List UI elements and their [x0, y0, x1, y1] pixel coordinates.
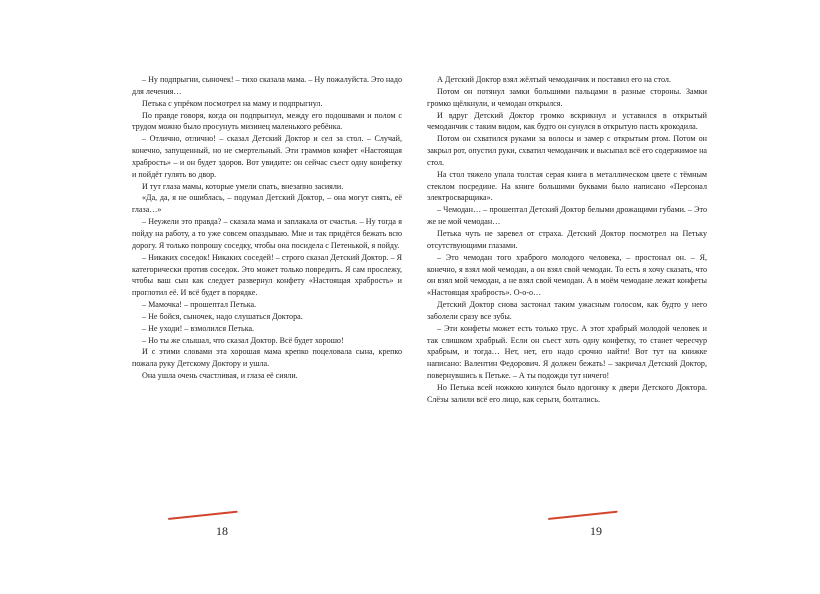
paragraph: – Но ты же слышал, что сказал Доктор. Всё будет хорошо! — [142, 335, 344, 345]
decorative-stroke — [548, 511, 618, 520]
paragraph: – Чемодан… – прошептал Детский Доктор белыми дрожащими губами. – Это же не мой чемодан… — [427, 205, 707, 227]
paragraph: Петька с упрёком посмотрел на маму и подпрыгнул. — [142, 98, 323, 108]
paragraph: Но Петька всей ножкою кинулся было вдогонку к двери Детского Доктора. Слёзы залили всё его лицо, как серьги, болтались. — [427, 382, 707, 404]
paragraph: Она ушла очень счастливая, и глаза её сияли. — [142, 371, 298, 381]
right-page — [427, 74, 707, 406]
paragraph: Потом он потянул замки большими пальцами в разные стороны. Замки громко щёлкнули, и чемодан открылся. — [427, 86, 707, 108]
paragraph: Петька чуть не заревел от страха. Детский Доктор посмотрел на Петьку отсутствующими глазами. — [427, 228, 707, 250]
paragraph: И тут глаза мамы, которые умели спать, внезапно засияли. — [142, 181, 344, 191]
paragraph: – Неужели это правда? – сказала мама и заплакала от счастья. – Ну тогда я пойду на работу, а то уже совсем опаздываю. Мне и так придётся бежать всю дорогу. Я только попрошу соседку, чтобы она посидела с Петенькой, я пойду. — [132, 217, 402, 250]
paragraph: – Никаких соседок! Никаких соседей! – строго сказал Детский Доктор. – Я категорически против соседок. Это может только повредить. Я сам прослежу, чтобы ваш сын как следует развернул конфету «Настоящая храбрость» и проглотил её. И всё будет в порядке. — [132, 252, 402, 298]
paragraph: – Ну подпрыгни, сыночек! – тихо сказала мама. – Ну пожалуйста. Это надо для лечения… — [132, 75, 402, 96]
paragraph: – Отлично, отлично! – сказал Детский Доктор и сел за стол. – Случай, конечно, запущенный, но не смертельный. Эти граммов конфет «Настоящая храбрость» – и он будет здоров. Вот увидите: он сейчас съест одну конфетку и пойдёт гулять во двор. — [132, 134, 402, 179]
paragraph: И вдруг Детский Доктор громко вскрикнул и уставился в открытый чемоданчик с таким видом, как будто он сунулся в открытую пасть крокодила. — [427, 110, 707, 132]
paragraph: «Да, да, я не ошиблась, – подумал Детский Доктор, – она могут сиять, её глаза…» — [132, 193, 402, 215]
page-number: 19 — [590, 524, 602, 538]
left-page-footer — [168, 512, 248, 542]
paragraph: А Детский Доктор взял жёлтый чемоданчик и поставил его на стол. — [437, 75, 671, 84]
paragraph: На стол тяжело упала толстая серая книга в металлическом цвете с тёмным стеклом посредине. На книге большими буквами было написано «Персонал электросварщика». — [427, 169, 707, 203]
paragraph: Потом он схватился руками за волосы и замер с открытым ртом. Потом он закрыл рот, опустил руки, схватил чемоданчик и высыпал всё его содержимое на стол. — [427, 134, 707, 167]
paragraph: И с этими словами эта хорошая мама крепко поцеловала сына, крепко пожала руку Детскому Доктору и ушла. — [132, 347, 402, 369]
left-page — [132, 74, 402, 382]
decorative-stroke — [168, 511, 238, 520]
paragraph: – Мамочка! – прошептал Петька. — [142, 300, 257, 310]
paragraph: – Это чемодан того храброго молодого человека, – простонал он. – Я, конечно, я взял мой чемодан, а он взял свой чемодан. То есть я хочу сказать, что он взял мой чемодан, а не взял свой чемодан. А в моём чемодане лежат конфеты «Настоящая храбрость». О-о-о… — [427, 252, 707, 298]
paragraph: – Не уходи! – взмолился Петька. — [142, 323, 255, 333]
paragraph: Детский Доктор снова застонал таким ужасным голосом, как будто у него заболели сразу все зубы. — [427, 300, 707, 321]
paragraph: По правде говоря, когда он подпрыгнул, между его подошвами и полом с трудом можно было просунуть мизинец маленького ребёнка. — [132, 110, 402, 132]
paragraph: – Эти конфеты может есть только трус. А этот храбрый молодой человек и так слишком храбрый. Если он съест хоть одну конфетку, то станет чересчур храбрым, и тогда… Нет, нет, его надо срочно найти! Вот тут на книжке написано: Валентин Федорович. Я должен бежать! – закричал Детский Доктор, повернувшись к Петьке. – А ты подожди тут ничего! — [427, 323, 707, 381]
right-page-footer — [548, 512, 628, 542]
page-number: 18 — [216, 524, 228, 538]
paragraph: – Не бойся, сыночек, надо слушаться Доктора. — [142, 311, 303, 321]
